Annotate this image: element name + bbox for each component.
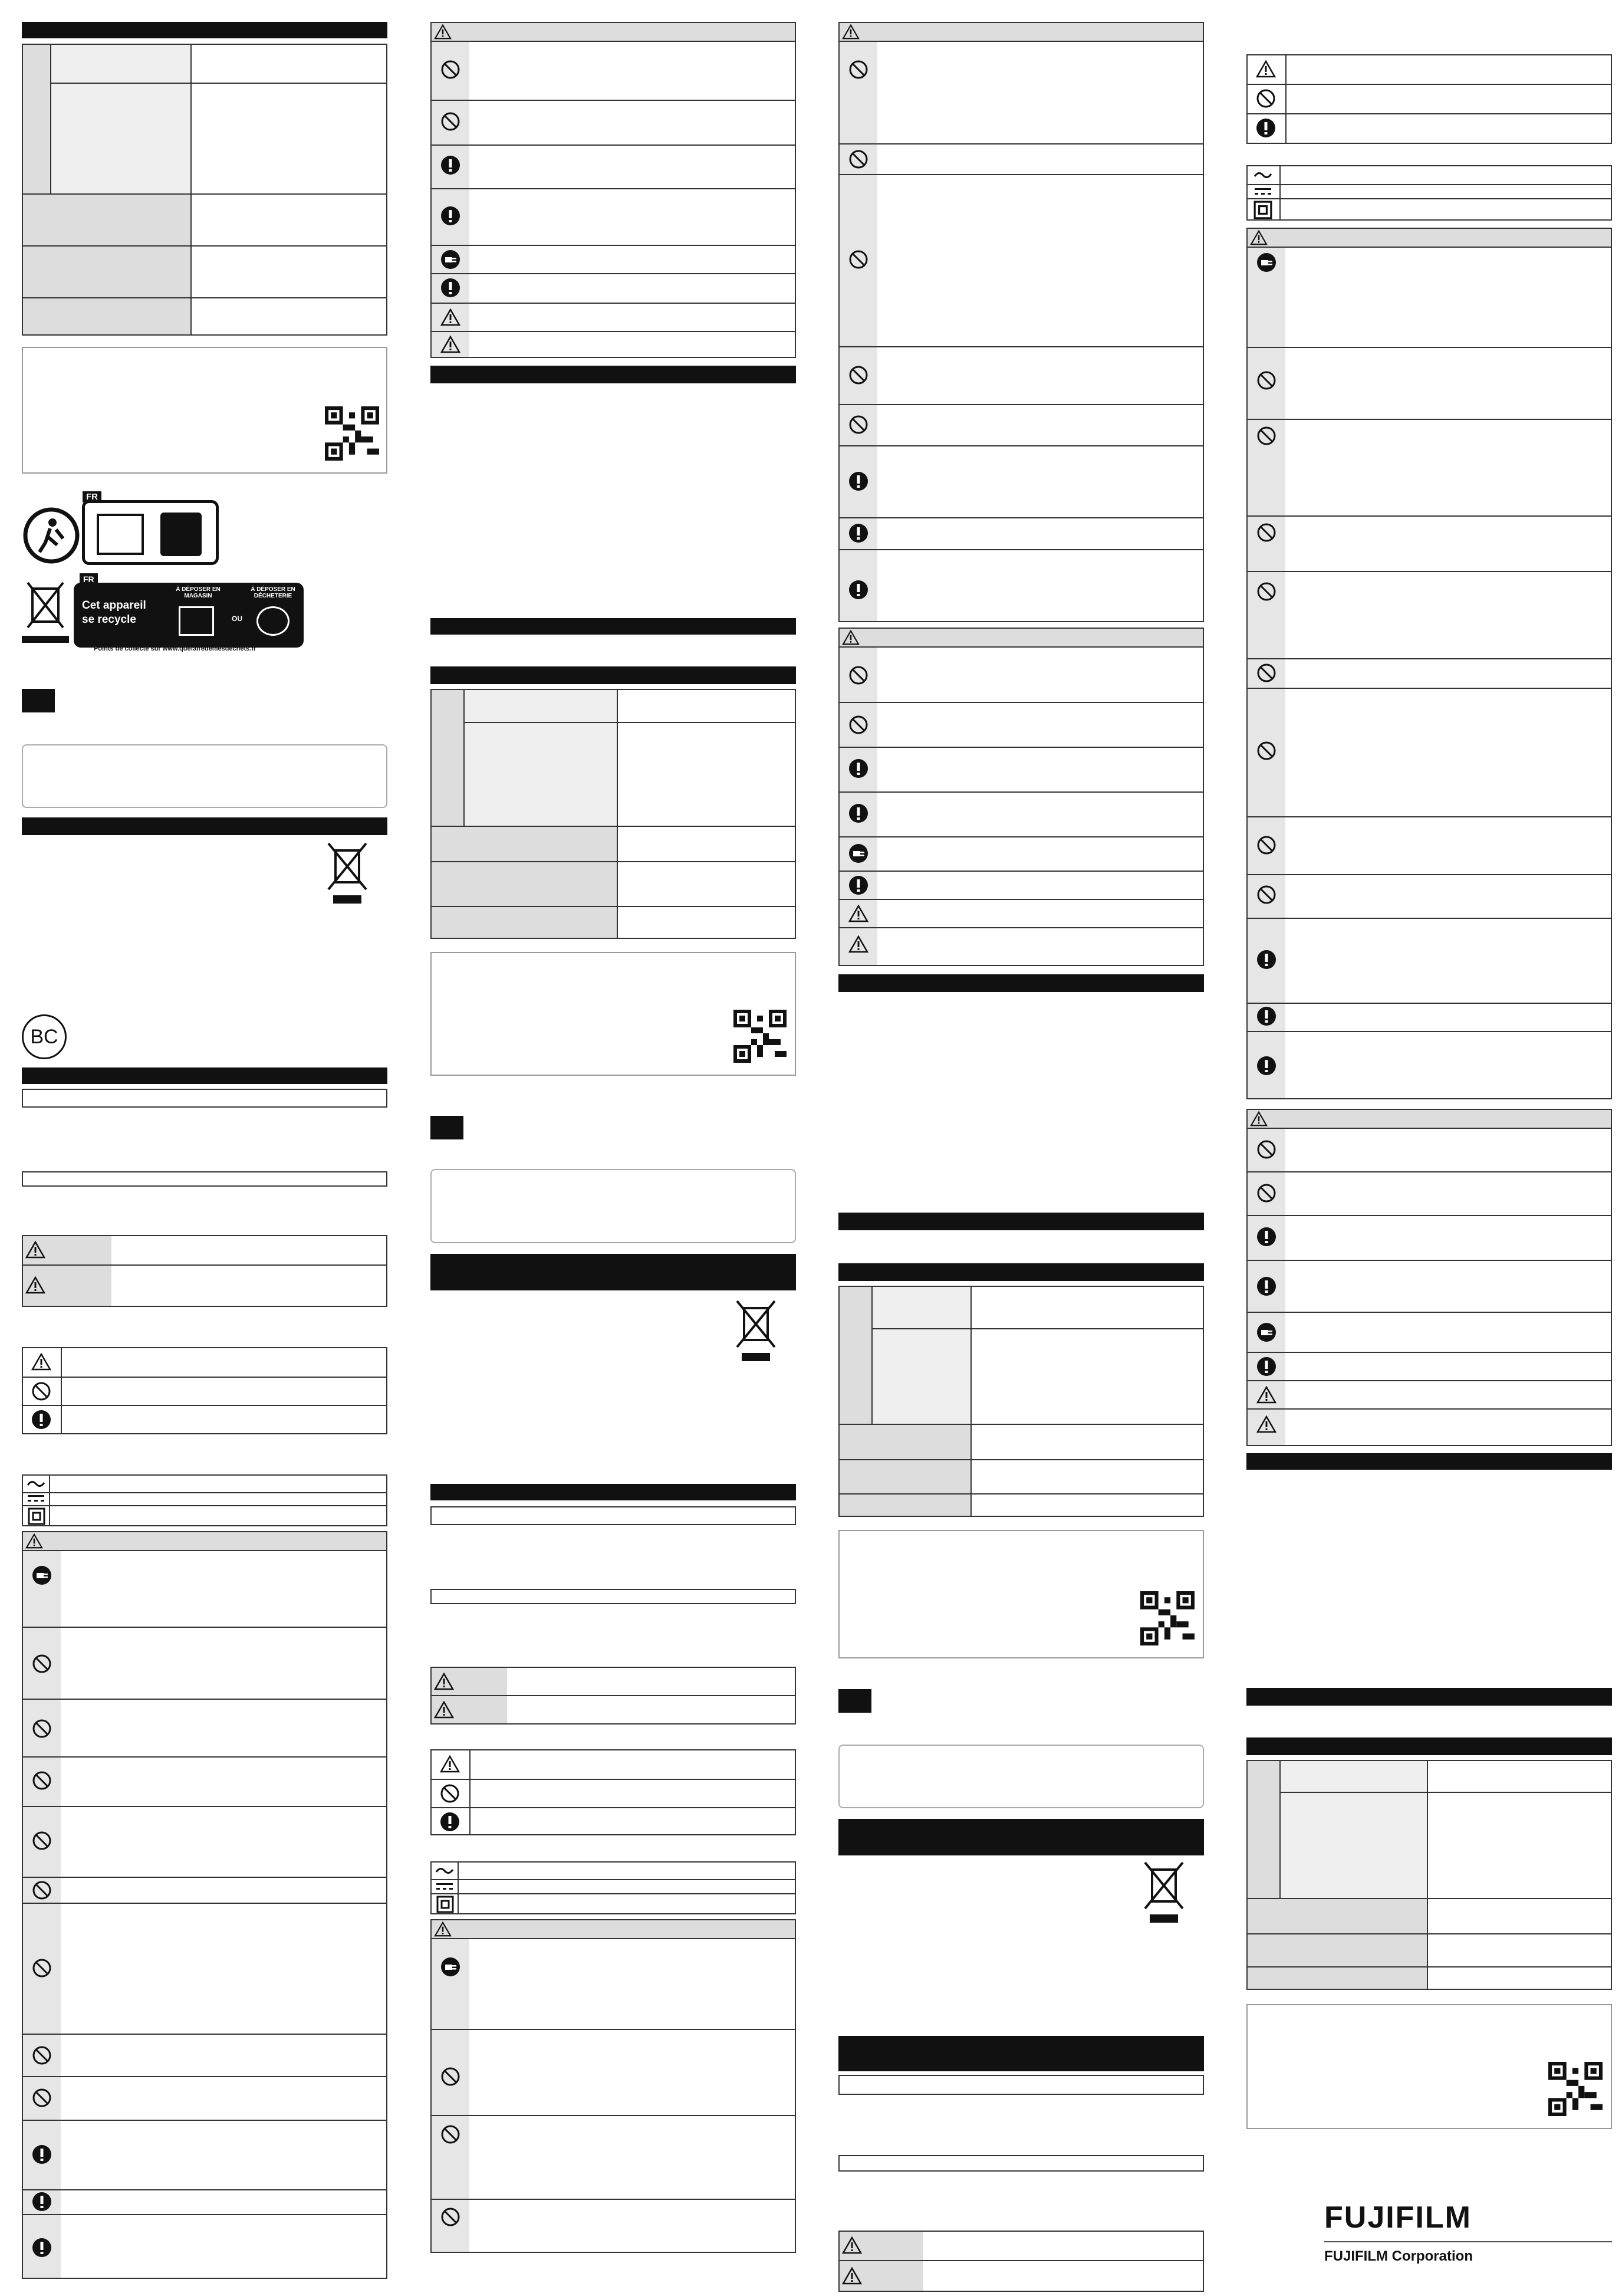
caution-table-header [840, 629, 1203, 648]
symbol-legend [1246, 54, 1612, 144]
symbol-legend [22, 1347, 387, 1434]
class-ii-icon [28, 1507, 45, 1525]
no-wet-hands-icon [1256, 582, 1276, 602]
section-header-bar [838, 974, 1204, 992]
no-wet-hands-icon [32, 1719, 52, 1739]
section-header-bar [22, 817, 387, 835]
hazard-legend [430, 1667, 796, 1725]
spec-table-label [1248, 1899, 1427, 1933]
warning-triangle-icon [848, 905, 868, 922]
cet-appareil-text: Cet appareil [82, 599, 146, 612]
section-header-bar [838, 1263, 1204, 1281]
language-tag [430, 1116, 463, 1139]
warning-table-header [432, 23, 795, 42]
electrical-symbols [22, 1474, 387, 1526]
prohibited-icon [848, 365, 868, 385]
symbol-legend [430, 1749, 796, 1835]
section-header-bar [22, 1067, 387, 1084]
spec-table-label [23, 298, 190, 334]
qr-code-icon[interactable] [1140, 1591, 1195, 1645]
spec-table-label [432, 907, 617, 938]
empty-field [430, 1589, 796, 1604]
spec-table-label [840, 1494, 970, 1516]
section-header-bar [430, 666, 796, 684]
warning-triangle-icon [842, 2267, 862, 2285]
spec-table-label [463, 723, 618, 826]
spec-table-side [432, 690, 463, 826]
warning-table [430, 22, 796, 358]
warning-triangle-icon [25, 1533, 43, 1549]
warning-triangle-icon [1250, 230, 1268, 245]
section-header-bar [838, 1213, 1204, 1230]
empty-field [22, 1171, 387, 1187]
electrical-symbols [1246, 165, 1612, 221]
no-wet-hands-icon [1256, 426, 1276, 446]
spec-table-label [840, 1425, 970, 1459]
warning-triangle-icon [1250, 1111, 1268, 1126]
spec-table-label [432, 827, 617, 861]
leaflet-icon [97, 514, 144, 555]
class-ii-icon [436, 1896, 454, 1913]
spec-table-label [871, 1287, 972, 1329]
mandatory-exclamation-icon [848, 875, 868, 895]
section-header-bar [838, 1819, 1204, 1855]
ou-text: OU [232, 615, 242, 623]
warning-table-header [840, 23, 1203, 42]
section-header-bar [1246, 1688, 1612, 1706]
language-tag [838, 1689, 871, 1713]
empty-field [22, 1089, 387, 1108]
qr-info-box [838, 1530, 1204, 1658]
bc-mark-text: BC [30, 1026, 58, 1048]
hazard-legend [838, 2231, 1204, 2292]
mandatory-exclamation-icon [1256, 1276, 1276, 1296]
warning-triangle-icon [848, 935, 868, 953]
warning-triangle-icon [434, 24, 452, 40]
deposer-magasin-text: À DÉPOSER EN MAGASIN [176, 586, 221, 599]
prohibited-icon [440, 1783, 460, 1804]
spec-table-side [23, 45, 50, 193]
no-wet-hands-icon [440, 2124, 460, 2144]
mandatory-exclamation-icon [1256, 1356, 1276, 1377]
section-header-bar [838, 2036, 1204, 2071]
qr-code-icon[interactable] [733, 1010, 787, 1063]
caution-table [1246, 1109, 1612, 1446]
dc-symbol-icon [1252, 186, 1274, 197]
qr-code-icon[interactable] [1548, 2062, 1603, 2116]
prohibited-icon [32, 2045, 52, 2065]
empty-field [430, 1506, 796, 1525]
no-disassembly-icon [1256, 523, 1276, 543]
unplug-icon [440, 249, 460, 270]
warning-table-header [23, 1532, 386, 1551]
prohibited-icon [848, 665, 868, 685]
collection-points-text: Points de collecte sur www.quefairedemesdechets.fr [94, 645, 256, 652]
warning-table [22, 1531, 387, 2279]
warning-symbol-column [432, 1939, 469, 2252]
warning-table-header [1248, 229, 1611, 248]
weee-bin-icon [22, 577, 69, 646]
prohibited-icon [848, 249, 868, 270]
mandatory-exclamation-icon [848, 471, 868, 491]
no-disassembly-icon [32, 1654, 52, 1674]
caution-table [838, 628, 1204, 966]
warning-triangle-icon [434, 1673, 454, 1690]
section-header-bar [430, 366, 796, 383]
no-disassembly-icon [848, 60, 868, 80]
mandatory-exclamation-icon [440, 155, 460, 175]
triman-info-badge [82, 492, 219, 565]
warning-triangle-icon [440, 1755, 460, 1773]
warning-triangle-icon [1256, 60, 1276, 78]
prohibited-icon [32, 1958, 52, 1978]
electrical-symbols [430, 1861, 796, 1914]
no-disassembly-icon [440, 2207, 460, 2227]
class-ii-icon [1253, 201, 1272, 219]
dc-symbol-icon [435, 1881, 454, 1892]
unplug-icon [848, 843, 868, 863]
warning-triangle-icon [440, 308, 460, 326]
warning-triangle-icon [25, 1276, 45, 1294]
warning-triangle-icon [31, 1353, 51, 1371]
ac-symbol-icon [27, 1478, 45, 1490]
spec-table-side [840, 1287, 871, 1424]
warning-triangle-icon [440, 336, 460, 353]
spec-table-label [1279, 1761, 1428, 1793]
prohibited-icon [440, 60, 460, 80]
mandatory-exclamation-icon [1256, 1006, 1276, 1026]
no-disassembly-icon [1256, 370, 1276, 390]
se-recycle-text: se recycle [82, 613, 136, 626]
weee-bin-icon [732, 1298, 779, 1364]
warning-table [430, 1919, 796, 2253]
prohibited-icon [848, 149, 868, 169]
spec-table [1246, 1760, 1612, 1990]
notice-box [430, 1169, 796, 1243]
mandatory-exclamation-icon [1256, 118, 1276, 138]
logo-rule [1324, 2241, 1612, 2242]
spec-table-label [871, 1329, 972, 1424]
spec-table [22, 44, 387, 336]
language-tag [22, 689, 55, 712]
notice-box [838, 1745, 1204, 1808]
fujifilm-logo: FUJIFILM [1324, 2200, 1472, 2235]
spec-table-label [463, 690, 618, 723]
spec-table-label [840, 1460, 970, 1493]
recycle-info-badge [74, 574, 304, 648]
bin-icon [160, 513, 202, 556]
spec-table-label [23, 247, 190, 297]
section-header-bar [22, 22, 387, 38]
warning-table [838, 22, 1204, 622]
deposer-decheterie-text: À DÉPOSER EN DÉCHETERIE [251, 586, 295, 599]
prohibited-icon [31, 1381, 51, 1401]
mandatory-exclamation-icon [848, 523, 868, 543]
warning-triangle-icon [1256, 1415, 1276, 1433]
weee-bin-icon [1140, 1859, 1187, 1925]
no-disassembly-icon [440, 2067, 460, 2087]
prohibited-icon [1256, 88, 1276, 109]
empty-field [838, 2155, 1204, 2172]
mandatory-exclamation-icon [848, 803, 868, 823]
qr-info-box [430, 952, 796, 1076]
prohibited-icon [1256, 1183, 1276, 1203]
unplug-icon [1256, 252, 1276, 272]
mandatory-exclamation-icon [1256, 1227, 1276, 1247]
decheterie-icon [256, 606, 289, 636]
fr-badge: FR [80, 573, 98, 585]
warning-triangle-icon [842, 2236, 862, 2254]
prohibited-icon [848, 415, 868, 435]
warning-table [1246, 228, 1612, 1099]
spec-table-label [23, 195, 190, 245]
spec-table-label [432, 862, 617, 906]
hazard-legend [22, 1235, 387, 1307]
spec-table-label [1248, 1934, 1427, 1966]
spec-table-label [50, 45, 192, 84]
notice-box [22, 744, 387, 808]
spec-table [838, 1286, 1204, 1517]
qr-code-icon[interactable] [325, 406, 379, 461]
recycle-person-icon [22, 506, 81, 565]
ac-symbol-icon [1252, 169, 1274, 181]
mandatory-exclamation-icon [440, 1812, 460, 1832]
prohibited-icon [1256, 1139, 1276, 1160]
prohibited-icon [32, 1880, 52, 1900]
caution-table-header [1248, 1110, 1611, 1129]
spec-table-label [1248, 1967, 1427, 1989]
prohibited-icon [848, 715, 868, 735]
qr-info-box [1246, 2004, 1612, 2129]
unplug-icon [1256, 1322, 1276, 1342]
warning-triangle-icon [1256, 1386, 1276, 1404]
mandatory-exclamation-icon [32, 2192, 52, 2212]
warning-triangle-icon [434, 1701, 454, 1719]
dc-symbol-icon [27, 1493, 45, 1504]
mandatory-exclamation-icon [848, 580, 868, 600]
mandatory-exclamation-icon [31, 1410, 51, 1430]
warning-triangle-icon [25, 1241, 45, 1259]
spec-table [430, 689, 796, 939]
mandatory-exclamation-icon [440, 278, 460, 298]
mandatory-exclamation-icon [848, 758, 868, 779]
section-header-bar [430, 1484, 796, 1500]
bc-mark [22, 1014, 67, 1059]
spec-table-label [50, 84, 192, 193]
empty-field [838, 2075, 1204, 2095]
unplug-icon [32, 1565, 52, 1585]
section-header-bar [1246, 1453, 1612, 1470]
qr-info-box [22, 347, 387, 474]
unplug-icon [440, 1957, 460, 1977]
section-header-bar [430, 618, 796, 635]
mandatory-exclamation-icon [32, 2144, 52, 2164]
warning-table-header [432, 1920, 795, 1939]
spec-table-label [1279, 1793, 1428, 1898]
spec-table-side [1248, 1761, 1279, 1898]
mandatory-exclamation-icon [32, 2238, 52, 2258]
ac-symbol-icon [435, 1865, 454, 1877]
warning-triangle-icon [842, 24, 860, 40]
prohibited-icon [1256, 885, 1276, 905]
shop-icon [179, 606, 214, 636]
mandatory-exclamation-icon [440, 206, 460, 226]
prohibited-icon [1256, 835, 1276, 855]
prohibited-icon [1256, 663, 1276, 683]
mandatory-exclamation-icon [1256, 950, 1276, 970]
prohibited-icon [440, 111, 460, 132]
no-wet-hands-icon [32, 1831, 52, 1851]
warning-triangle-icon [842, 630, 860, 645]
prohibited-icon [1256, 741, 1276, 761]
company-name: FUJIFILM Corporation [1324, 2248, 1473, 2264]
section-header-bar [1246, 1737, 1612, 1755]
weee-bin-icon [324, 840, 371, 906]
section-header-bar [430, 1254, 796, 1290]
warning-triangle-icon [434, 1921, 452, 1937]
no-disassembly-icon [32, 1771, 52, 1791]
prohibited-icon [32, 2088, 52, 2108]
mandatory-exclamation-icon [1256, 1056, 1276, 1076]
fr-badge: FR [83, 491, 101, 502]
